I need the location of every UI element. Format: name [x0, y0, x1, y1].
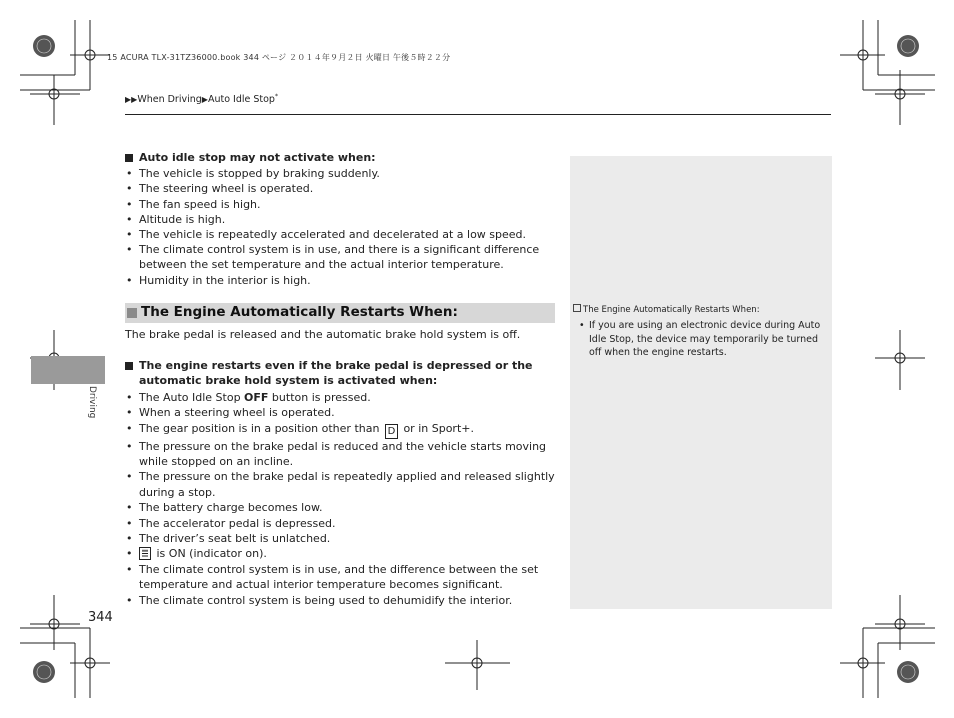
item-text: or in Sport+. — [399, 421, 474, 435]
list-item: • The climate control system is in use, and the difference between the set temperature and actual interior temperature becomes significant. — [125, 562, 555, 593]
header-rule — [125, 114, 831, 115]
note-heading — [573, 304, 760, 315]
list-item: • The vehicle is stopped by braking suddenly. — [125, 166, 555, 181]
list-item — [125, 390, 555, 405]
breadcrumb-auto-idle-stop[interactable]: Auto Idle Stop — [207, 94, 275, 106]
list-item: • The pressure on the brake pedal is repeatedly applied and released slightly during a stop. — [125, 469, 555, 500]
list-item: • The vehicle is repeatedly accelerated and decelerated at a low speed. — [125, 227, 555, 242]
print-header: 15 ACURA TLX-31TZ36000.book 344 ページ ２０１４年９月２日 火曜日 午後５時２２分 — [107, 53, 451, 62]
list-item: • The steering wheel is operated. — [125, 181, 555, 196]
list-item: • The climate control system is in use, and there is a significant difference between the set temperature and the actual interior temperature. — [125, 242, 555, 272]
list-item — [125, 421, 555, 439]
item-text: The gear position is in a position other than — [139, 421, 383, 435]
off-label: OFF — [244, 390, 269, 404]
note-reference-icon — [573, 304, 581, 312]
condition-list — [125, 166, 555, 288]
section-not-activate — [125, 150, 555, 288]
restart-list — [125, 390, 555, 608]
note-item: • If you are using an electronic device during Auto Idle Stop, the device may temporarily be turned off when the engine restarts. — [576, 319, 826, 360]
page-number: 344 — [88, 610, 113, 625]
section-marker-icon — [127, 308, 137, 318]
list-item: • Altitude is high. — [125, 212, 555, 227]
chapter-label-text: Driving — [87, 386, 97, 419]
list-item: • The accelerator pedal is depressed. — [125, 516, 555, 531]
note-body — [576, 319, 826, 360]
item-text: is ON (indicator on). — [153, 547, 267, 561]
side-notes-panel — [570, 156, 832, 609]
list-item: • The driver’s seat belt is unlatched. — [125, 531, 555, 546]
defroster-indicator-icon — [139, 547, 151, 560]
list-item — [125, 546, 555, 561]
item-text: button is pressed. — [268, 390, 371, 404]
item-text: The Auto Idle Stop — [139, 390, 245, 404]
list-item: • Humidity in the interior is high. — [125, 273, 555, 288]
gear-d-icon: D — [385, 424, 398, 439]
list-item: • The fan speed is high. — [125, 197, 555, 212]
breadcrumb-asterisk: * — [274, 93, 278, 100]
section-intro: The brake pedal is released and the automatic brake hold system is off. — [125, 328, 521, 341]
section-heading: The engine restarts even if the brake pedal is depressed or the automatic brake hold system is activated when: — [125, 358, 555, 389]
breadcrumb — [125, 93, 278, 105]
list-item: • The battery charge becomes low. — [125, 500, 555, 515]
list-item: • The climate control system is being used to dehumidify the interior. — [125, 593, 555, 608]
section-title: The Engine Automatically Restarts When: — [141, 304, 458, 320]
section-title-bar — [125, 303, 555, 323]
section-restart-conditions — [125, 358, 555, 608]
section-heading: Auto idle stop may not activate when: — [125, 150, 555, 165]
chapter-tab — [31, 356, 105, 384]
breadcrumb-marker: ▶▶ — [125, 95, 138, 105]
breadcrumb-when-driving[interactable]: When Driving — [137, 94, 202, 106]
list-item: • The pressure on the brake pedal is reduced and the vehicle starts moving while stopped on an incline. — [125, 439, 555, 470]
note-title: The Engine Automatically Restarts When: — [583, 305, 760, 315]
list-item: • When a steering wheel is operated. — [125, 405, 555, 420]
breadcrumb-separator: ▶ — [201, 95, 208, 105]
chapter-label — [83, 382, 99, 442]
